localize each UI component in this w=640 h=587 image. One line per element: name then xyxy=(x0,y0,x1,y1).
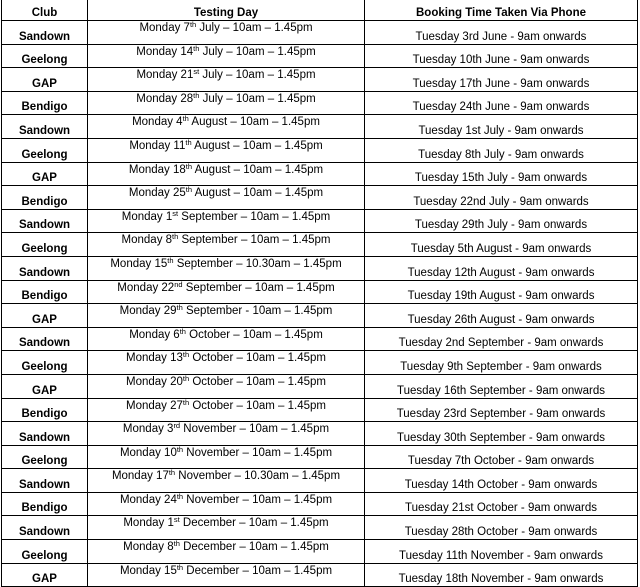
table-row xyxy=(2,563,638,587)
club-cell: Sandown xyxy=(2,469,88,493)
testing-day-cell xyxy=(88,162,365,186)
booking-time-cell: Tuesday 10th June - 9am onwards xyxy=(365,44,638,68)
club-cell: Sandown xyxy=(2,115,88,139)
testing-day-time: November – 10am – 1.45pm xyxy=(180,423,330,436)
testing-day-cell xyxy=(88,21,365,45)
ordinal-suffix: st xyxy=(193,67,200,77)
testing-day-cell xyxy=(88,209,365,233)
club-cell: Bendigo xyxy=(2,91,88,115)
table-row xyxy=(2,422,638,446)
testing-day-time: November – 10.30am – 1.45pm xyxy=(175,470,341,483)
club-cell: Bendigo xyxy=(2,492,88,516)
testing-day-time: August – 10am – 1.45pm xyxy=(188,116,320,129)
booking-time-cell: Tuesday 15th July - 9am onwards xyxy=(365,162,638,186)
testing-day-time: August – 10am – 1.45pm xyxy=(192,187,324,200)
table-row xyxy=(2,327,638,351)
table-row xyxy=(2,162,638,186)
ordinal-suffix: th xyxy=(185,161,193,171)
testing-day-cell xyxy=(88,445,365,469)
table-row xyxy=(2,492,638,516)
testing-day-cell xyxy=(88,91,365,115)
club-cell: GAP xyxy=(2,304,88,328)
table-row xyxy=(2,516,638,540)
testing-day-time: July – 10am – 1.45pm xyxy=(196,22,313,34)
testing-day-date: Monday 13 xyxy=(126,352,183,365)
club-cell: Geelong xyxy=(2,138,88,162)
ordinal-suffix: nd xyxy=(174,279,183,289)
booking-time-cell: Tuesday 2nd September - 9am onwards xyxy=(365,327,638,351)
testing-day-date: Monday 15 xyxy=(119,564,177,577)
booking-time-cell: Tuesday 3rd June - 9am onwards xyxy=(365,21,638,45)
schedule-body xyxy=(2,21,638,587)
club-cell: Sandown xyxy=(2,327,88,351)
table-row xyxy=(2,68,638,92)
testing-day-date: Monday 10 xyxy=(119,446,177,459)
testing-day-date: Monday 8 xyxy=(123,541,174,554)
ordinal-suffix: th xyxy=(176,491,184,501)
testing-day-cell xyxy=(88,304,365,328)
testing-day-date: Monday 27 xyxy=(126,399,183,412)
header-booking-time: Booking Time Taken Via Phone xyxy=(365,0,638,21)
testing-day-cell xyxy=(88,516,365,540)
ordinal-suffix: th xyxy=(182,397,190,407)
booking-time-cell: Tuesday 5th August - 9am onwards xyxy=(365,233,638,257)
club-cell: Sandown xyxy=(2,422,88,446)
ordinal-suffix: th xyxy=(185,185,193,195)
testing-day-date: Monday 28 xyxy=(136,92,194,105)
testing-day-time: November – 10am – 1.45pm xyxy=(183,446,333,459)
ordinal-suffix: th xyxy=(182,350,190,360)
club-cell: GAP xyxy=(2,374,88,398)
testing-day-date: Monday 17 xyxy=(111,470,169,483)
ordinal-suffix: th xyxy=(182,373,190,383)
testing-day-date: Monday 8 xyxy=(121,234,173,247)
table-row xyxy=(2,445,638,469)
testing-day-date: Monday 1 xyxy=(123,517,174,530)
testing-day-date: Monday 3 xyxy=(122,423,174,436)
booking-time-cell: Tuesday 8th July - 9am onwards xyxy=(365,138,638,162)
club-cell: GAP xyxy=(2,162,88,186)
table-row xyxy=(2,44,638,68)
booking-time-cell: Tuesday 18th November - 9am onwards xyxy=(365,563,638,587)
testing-day-time: December – 10am – 1.45pm xyxy=(183,564,333,577)
table-row xyxy=(2,256,638,280)
booking-time-cell: Tuesday 11th November - 9am onwards xyxy=(365,540,638,564)
ordinal-suffix: th xyxy=(176,562,184,572)
ordinal-suffix: st xyxy=(173,515,180,525)
testing-day-time: September - 10am – 1.45pm xyxy=(182,305,333,318)
booking-time-cell: Tuesday 30th September - 9am onwards xyxy=(365,422,638,446)
club-cell: Bendigo xyxy=(2,186,88,210)
booking-time-cell: Tuesday 17th June - 9am onwards xyxy=(365,68,638,92)
testing-day-time: October – 10am – 1.45pm xyxy=(189,375,326,388)
table-row xyxy=(2,304,638,328)
testing-day-date: Monday 18 xyxy=(128,163,186,176)
testing-day-time: July – 10am – 1.45pm xyxy=(199,92,316,105)
table-row xyxy=(2,186,638,210)
ordinal-suffix: th xyxy=(193,90,200,100)
testing-day-cell xyxy=(88,540,365,564)
table-row xyxy=(2,21,638,45)
testing-day-time: September – 10am – 1.45pm xyxy=(178,210,331,223)
booking-time-cell: Tuesday 22nd July - 9am onwards xyxy=(365,186,638,210)
booking-time-cell: Tuesday 14th October - 9am onwards xyxy=(365,469,638,493)
testing-day-cell xyxy=(88,233,365,257)
table-row xyxy=(2,209,638,233)
testing-day-time: August – 10am – 1.45pm xyxy=(191,139,323,152)
testing-day-time: August – 10am – 1.45pm xyxy=(192,163,324,176)
testing-day-cell xyxy=(88,256,365,280)
testing-day-cell xyxy=(88,138,365,162)
ordinal-suffix: th xyxy=(185,137,192,147)
testing-day-cell xyxy=(88,327,365,351)
testing-day-date: Monday 29 xyxy=(119,305,177,318)
club-cell: Geelong xyxy=(2,351,88,375)
club-cell: Sandown xyxy=(2,21,88,45)
testing-day-date: Monday 24 xyxy=(119,493,177,506)
testing-day-time: October – 10am – 1.45pm xyxy=(189,352,326,365)
testing-day-date: Monday 15 xyxy=(110,257,168,270)
header-testing-day: Testing Day xyxy=(88,0,365,21)
testing-day-time: December – 10am – 1.45pm xyxy=(179,517,329,530)
booking-time-cell: Tuesday 29th July - 9am onwards xyxy=(365,209,638,233)
testing-day-cell xyxy=(88,44,365,68)
testing-day-cell xyxy=(88,115,365,139)
club-cell: Sandown xyxy=(2,209,88,233)
club-cell: Sandown xyxy=(2,256,88,280)
testing-day-cell xyxy=(88,280,365,304)
booking-time-cell: Tuesday 24th June - 9am onwards xyxy=(365,91,638,115)
ordinal-suffix: th xyxy=(182,114,189,124)
table-row xyxy=(2,115,638,139)
table-row xyxy=(2,233,638,257)
booking-time-cell: Tuesday 28th October - 9am onwards xyxy=(365,516,638,540)
table-row xyxy=(2,374,638,398)
club-cell: Bendigo xyxy=(2,280,88,304)
table-row xyxy=(2,398,638,422)
table-row xyxy=(2,138,638,162)
ordinal-suffix: th xyxy=(176,303,183,313)
ordinal-suffix: th xyxy=(173,539,180,549)
table-row xyxy=(2,91,638,115)
testing-schedule-table xyxy=(1,0,638,587)
booking-time-cell: Tuesday 1st July - 9am onwards xyxy=(365,115,638,139)
table-row xyxy=(2,469,638,493)
testing-day-time: October – 10am – 1.45pm xyxy=(189,399,326,412)
ordinal-suffix: th xyxy=(168,468,176,478)
header-row xyxy=(2,0,638,21)
testing-day-time: September – 10.30am – 1.45pm xyxy=(173,257,342,270)
table-row xyxy=(2,280,638,304)
ordinal-suffix: th xyxy=(193,43,200,53)
header-club: Club xyxy=(2,0,88,21)
ordinal-suffix: th xyxy=(179,326,186,336)
testing-day-cell xyxy=(88,68,365,92)
ordinal-suffix: th xyxy=(189,20,197,29)
ordinal-suffix: st xyxy=(172,208,179,218)
club-cell: Geelong xyxy=(2,540,88,564)
testing-day-cell xyxy=(88,563,365,587)
testing-day-time: October – 10am – 1.45pm xyxy=(185,328,323,341)
booking-time-cell: Tuesday 9th September - 9am onwards xyxy=(365,351,638,375)
testing-day-date: Monday 1 xyxy=(121,210,173,223)
booking-time-cell: Tuesday 23rd September - 9am onwards xyxy=(365,398,638,422)
testing-day-time: July – 10am – 1.45pm xyxy=(199,69,316,82)
testing-day-date: Monday 11 xyxy=(129,139,186,152)
testing-day-cell xyxy=(88,374,365,398)
testing-day-date: Monday 20 xyxy=(126,375,183,388)
ordinal-suffix: th xyxy=(172,232,179,242)
club-cell: GAP xyxy=(2,563,88,587)
table-row xyxy=(2,540,638,564)
testing-day-time: December – 10am – 1.45pm xyxy=(179,541,329,554)
club-cell: Sandown xyxy=(2,516,88,540)
club-cell: Geelong xyxy=(2,445,88,469)
testing-day-date: Monday 7 xyxy=(139,22,190,34)
testing-day-time: July – 10am – 1.45pm xyxy=(199,45,316,58)
club-cell: Geelong xyxy=(2,233,88,257)
testing-day-time: September – 10am – 1.45pm xyxy=(178,234,331,247)
club-cell: Bendigo xyxy=(2,398,88,422)
testing-day-cell xyxy=(88,351,365,375)
testing-day-date: Monday 14 xyxy=(136,45,194,58)
ordinal-suffix: rd xyxy=(173,421,181,431)
testing-day-date: Monday 6 xyxy=(129,328,180,341)
testing-day-cell xyxy=(88,186,365,210)
club-cell: GAP xyxy=(2,68,88,92)
testing-day-date: Monday 22 xyxy=(117,281,175,294)
booking-time-cell: Tuesday 7th October - 9am onwards xyxy=(365,445,638,469)
testing-day-time: September – 10am – 1.45pm xyxy=(182,281,335,294)
booking-time-cell: Tuesday 16th September - 9am onwards xyxy=(365,374,638,398)
testing-day-date: Monday 25 xyxy=(128,187,186,200)
testing-day-cell xyxy=(88,422,365,446)
table-row xyxy=(2,351,638,375)
booking-time-cell: Tuesday 26th August - 9am onwards xyxy=(365,304,638,328)
testing-day-date: Monday 4 xyxy=(132,116,183,129)
testing-day-cell xyxy=(88,469,365,493)
testing-day-cell xyxy=(88,492,365,516)
booking-time-cell: Tuesday 21st October - 9am onwards xyxy=(365,492,638,516)
booking-time-cell: Tuesday 12th August - 9am onwards xyxy=(365,256,638,280)
booking-time-cell: Tuesday 19th August - 9am onwards xyxy=(365,280,638,304)
ordinal-suffix: th xyxy=(167,255,174,265)
ordinal-suffix: th xyxy=(176,444,184,454)
testing-day-date: Monday 21 xyxy=(136,69,194,82)
testing-day-cell xyxy=(88,398,365,422)
club-cell: Geelong xyxy=(2,44,88,68)
testing-day-time: November – 10am – 1.45pm xyxy=(183,493,333,506)
